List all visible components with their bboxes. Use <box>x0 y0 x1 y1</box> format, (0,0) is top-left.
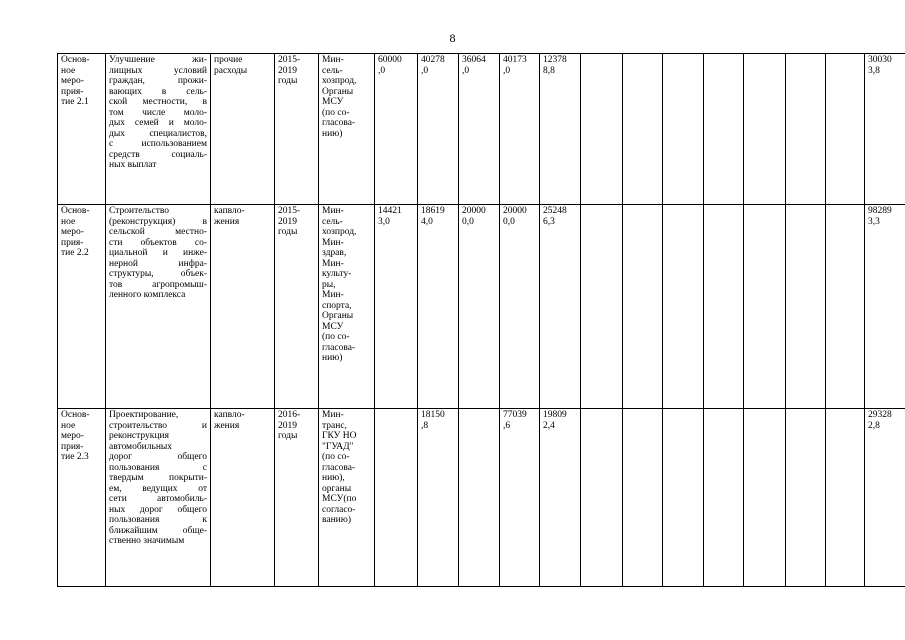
empty-cell <box>786 205 826 409</box>
cell-line: реконструкция <box>109 431 169 441</box>
cell-line: дых семей и моло- <box>109 118 207 128</box>
cell-line: тие 2.3 <box>61 452 89 462</box>
cell-line: здрав, <box>322 248 347 258</box>
value-cell <box>540 409 581 587</box>
cell-line: МСУ <box>322 97 344 107</box>
cell-line: "ГУАД" <box>322 441 354 452</box>
cell-line: тие 2.1 <box>61 97 89 107</box>
cell-line: сель- <box>322 65 343 76</box>
cell-line: циальной и инже- <box>109 248 207 258</box>
description-cell <box>106 205 211 409</box>
cell-line: нию), <box>322 473 345 483</box>
cell-line: граждан, прожи- <box>109 76 207 86</box>
cell-line: 8,8 <box>543 65 555 76</box>
total-cell <box>865 54 905 205</box>
cell-line: согласо- <box>322 504 356 515</box>
cell-line: ,0 <box>503 65 511 76</box>
program-table <box>57 53 905 587</box>
cell-line: нерной инфра- <box>109 258 207 269</box>
value-cell <box>418 205 459 409</box>
cell-line: лищных условий <box>109 65 207 76</box>
cell-line: меро- <box>61 76 84 86</box>
cell-line: 60000 <box>378 55 402 65</box>
cell-line: Мин- <box>322 410 344 420</box>
empty-cell <box>704 54 744 205</box>
cell-line: 18619 <box>421 206 445 216</box>
empty-cell <box>581 409 623 587</box>
cell-line: 2,8 <box>868 420 880 431</box>
cell-line: Органы <box>322 311 354 321</box>
cell-line: Мин- <box>322 206 344 216</box>
cell-line: 2019 <box>278 65 297 76</box>
cell-line: 18150 <box>421 410 445 420</box>
description-cell <box>106 54 211 205</box>
total-cell <box>865 409 905 587</box>
value-cell <box>500 205 540 409</box>
cell-line: Основ- <box>61 410 90 420</box>
value-cell <box>418 54 459 205</box>
empty-cell <box>623 409 663 587</box>
cell-line: жения <box>214 216 240 227</box>
empty-cell <box>786 409 826 587</box>
cell-line: автомобильных <box>109 441 173 452</box>
event-cell <box>58 54 106 205</box>
cell-line: ,8 <box>421 420 429 431</box>
table-row <box>58 409 905 587</box>
cell-line: 40278 <box>421 55 445 65</box>
cell-line: 20000 <box>503 206 527 216</box>
cell-line: ленного комплекса <box>109 290 186 300</box>
value-cell <box>375 205 418 409</box>
empty-cell <box>623 205 663 409</box>
empty-cell <box>581 205 623 409</box>
cell-line: твердым покрыти- <box>109 473 207 483</box>
cell-line: МСУ <box>322 321 344 332</box>
cell-line: прия- <box>61 86 84 97</box>
cell-line: расходы <box>214 65 248 76</box>
empty-cell <box>786 54 826 205</box>
cell-line: органы <box>322 483 352 494</box>
cell-line: прия- <box>61 441 84 452</box>
value-cell <box>459 54 500 205</box>
cell-line: с использованием <box>109 139 207 149</box>
cell-line: хозпрод, <box>322 76 357 86</box>
cell-line: ем, ведущих от <box>109 483 207 494</box>
empty-cell <box>663 54 704 205</box>
value-cell <box>500 54 540 205</box>
cell-line: ное <box>61 65 76 76</box>
empty-cell <box>826 205 865 409</box>
cell-line: прочие <box>214 55 243 65</box>
value-cell <box>418 409 459 587</box>
cell-line: Мин- <box>322 237 344 248</box>
empty-cell <box>704 205 744 409</box>
cell-line: годы <box>278 227 298 237</box>
cell-line: ное <box>61 420 76 431</box>
value-cell <box>375 54 418 205</box>
cell-line: 12378 <box>543 55 567 65</box>
empty-cell <box>826 54 865 205</box>
description-cell <box>106 409 211 587</box>
cell-line: (по со- <box>322 107 350 118</box>
cell-line: нию) <box>322 353 343 363</box>
table-row <box>58 54 905 205</box>
value-cell <box>500 409 540 587</box>
cell-line: спорта, <box>322 300 352 311</box>
cell-line: 2015- <box>278 55 301 65</box>
empty-cell <box>704 409 744 587</box>
cell-line: Строительство <box>109 206 170 216</box>
cell-line: (реконструкция) в <box>109 216 207 227</box>
cell-line: капвло- <box>214 206 245 216</box>
event-cell <box>58 205 106 409</box>
cell-line: жения <box>214 420 240 431</box>
cell-line: (по со- <box>322 332 350 342</box>
executor-cell <box>319 409 375 587</box>
cell-line: ственно значимым <box>109 536 185 546</box>
expense-type-cell <box>211 205 275 409</box>
cell-line: 14421 <box>378 206 402 216</box>
cell-line: сель- <box>322 216 343 227</box>
cell-line: ное <box>61 216 76 227</box>
cell-line: Органы <box>322 86 354 97</box>
cell-line: ,0 <box>421 65 429 76</box>
cell-line: 30030 <box>868 55 892 65</box>
cell-line: нию) <box>322 128 343 139</box>
cell-line: (по со- <box>322 452 350 462</box>
cell-line: тие 2.2 <box>61 248 89 258</box>
cell-line: 36064 <box>462 55 486 65</box>
cell-line: ных выплат <box>109 160 157 170</box>
cell-line: ванию) <box>322 515 352 525</box>
cell-line: 2019 <box>278 420 297 431</box>
period-cell <box>275 409 319 587</box>
cell-line: транс, <box>322 420 347 431</box>
cell-line: Мин- <box>322 55 344 65</box>
event-cell <box>58 409 106 587</box>
cell-line: ных дорог общего <box>109 504 207 515</box>
cell-line: пользования к <box>109 515 207 525</box>
page-number: 8 <box>449 31 456 45</box>
cell-line: 25248 <box>543 206 567 216</box>
period-cell <box>275 54 319 205</box>
empty-cell <box>744 54 786 205</box>
cell-line: Основ- <box>61 206 90 216</box>
cell-line: меро- <box>61 431 84 441</box>
cell-line: годы <box>278 76 298 86</box>
cell-line: 2016- <box>278 410 301 420</box>
cell-line: 4,0 <box>421 216 433 227</box>
cell-line: Улучшение жи- <box>109 55 207 65</box>
cell-line: 0,0 <box>462 216 474 227</box>
cell-line: Основ- <box>61 55 90 65</box>
cell-line: средств социаль- <box>109 149 207 160</box>
cell-line: 2019 <box>278 216 297 227</box>
cell-line: 29328 <box>868 410 892 420</box>
cell-line: 2,4 <box>543 420 555 431</box>
cell-line: ближайшим обще- <box>109 525 207 536</box>
executor-cell <box>319 54 375 205</box>
cell-line: ,0 <box>378 65 386 76</box>
value-cell <box>459 205 500 409</box>
cell-line: дых специалистов, <box>109 128 207 139</box>
cell-line: Проектирование, <box>109 410 179 420</box>
expense-type-cell <box>211 409 275 587</box>
cell-line: 77039 <box>503 410 527 420</box>
cell-line: ГКУ НО <box>322 431 357 441</box>
cell-line: вающих в сель- <box>109 86 207 97</box>
cell-line: дорог общего <box>109 452 207 462</box>
cell-line: ры, <box>322 279 336 290</box>
cell-line: ской местности, в <box>109 97 207 107</box>
cell-line: гласова- <box>322 342 356 353</box>
cell-line: ,6 <box>503 420 511 431</box>
total-cell <box>865 205 905 409</box>
executor-cell <box>319 205 375 409</box>
period-cell <box>275 205 319 409</box>
cell-line: капвло- <box>214 410 245 420</box>
cell-line: сети автомобиль- <box>109 494 207 504</box>
cell-line: 40173 <box>503 55 527 65</box>
cell-line: 3,3 <box>868 216 880 227</box>
cell-line: 3,8 <box>868 65 880 76</box>
cell-line: 6,3 <box>543 216 555 227</box>
empty-cell <box>581 54 623 205</box>
cell-line: МСУ(по <box>322 494 357 504</box>
cell-line: прия- <box>61 237 84 248</box>
value-cell <box>540 54 581 205</box>
cell-line: 3,0 <box>378 216 390 227</box>
value-cell <box>540 205 581 409</box>
cell-line: Мин- <box>322 258 344 269</box>
cell-line: сти объектов со- <box>109 237 207 248</box>
cell-line: тов агропромыш- <box>109 279 207 290</box>
cell-line: годы <box>278 431 298 441</box>
empty-cell <box>744 409 786 587</box>
cell-line: 20000 <box>462 206 486 216</box>
cell-line: ,0 <box>462 65 470 76</box>
cell-line: 19809 <box>543 410 567 420</box>
cell-line: строительство и <box>109 420 207 431</box>
cell-line: 98289 <box>868 206 892 216</box>
cell-line: меро- <box>61 227 84 237</box>
empty-cell <box>826 409 865 587</box>
cell-line: гласова- <box>322 462 356 473</box>
cell-line: том числе моло- <box>109 107 207 118</box>
cell-line: пользования с <box>109 462 207 473</box>
cell-line: Мин- <box>322 290 344 300</box>
cell-line: структуры, объек- <box>109 269 207 279</box>
cell-line: 0,0 <box>503 216 515 227</box>
value-cell <box>459 409 500 587</box>
cell-line: 2015- <box>278 206 301 216</box>
table-row <box>58 205 905 409</box>
empty-cell <box>623 54 663 205</box>
expense-type-cell <box>211 54 275 205</box>
cell-line: хозпрод, <box>322 227 357 237</box>
cell-line: культу- <box>322 269 352 279</box>
cell-line: сельской местно- <box>109 227 207 237</box>
empty-cell <box>744 205 786 409</box>
value-cell <box>375 409 418 587</box>
empty-cell <box>663 205 704 409</box>
empty-cell <box>663 409 704 587</box>
cell-line: гласова- <box>322 118 356 128</box>
